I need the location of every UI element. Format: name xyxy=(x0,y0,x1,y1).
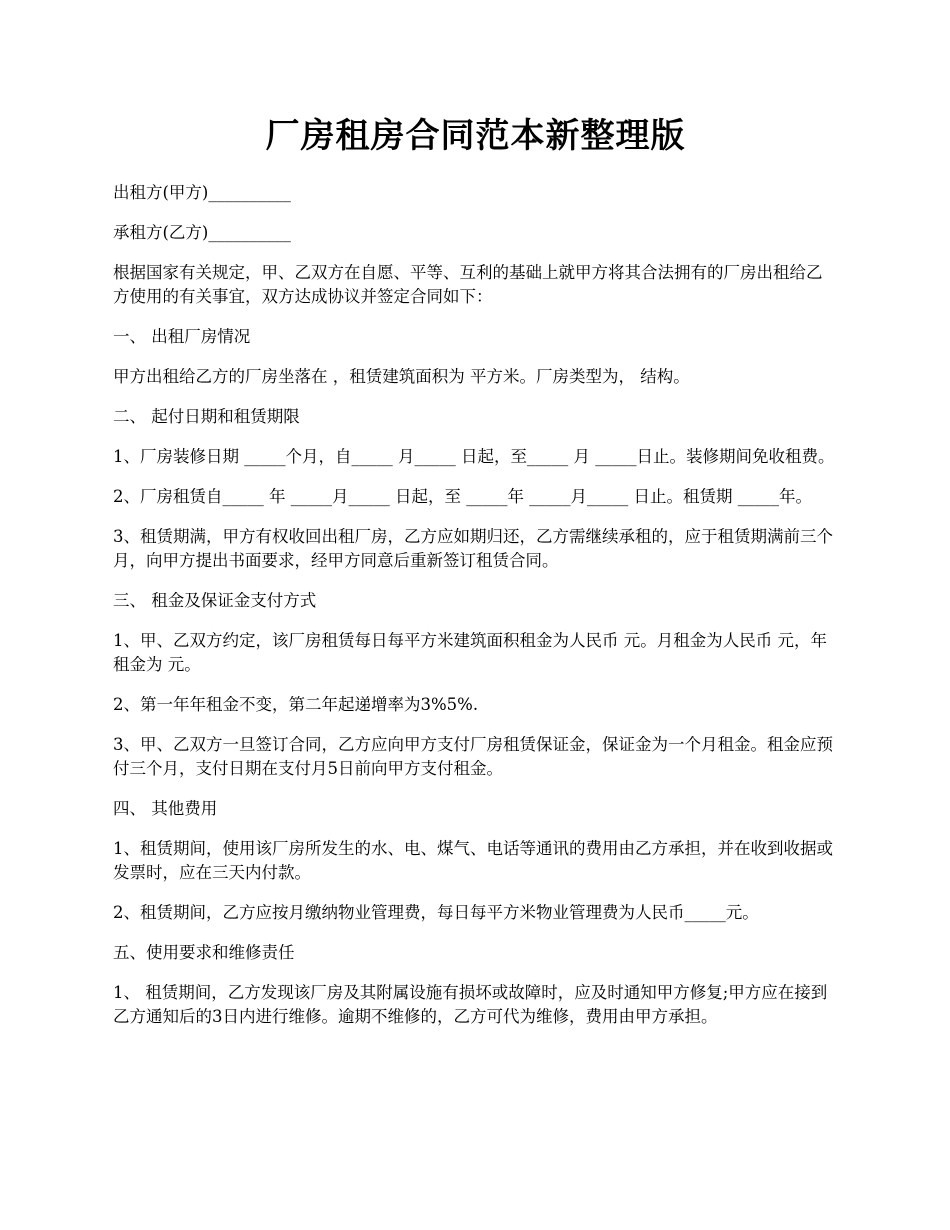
section-3-clause-2: 2、第一年年租金不变，第二年起递增率为3%5%. xyxy=(113,695,479,714)
section-4-clause-1: 1、租赁期间，使用该厂房所发生的水、电、煤气、电话等通讯的费用由乙方承担，并在收到收据或发票时，应在三天内付款。 xyxy=(113,839,833,882)
section-heading-3: 三、 租金及保证金支付方式 xyxy=(113,591,317,610)
section-3-clause-3: 3、甲、乙双方一旦签订合同，乙方应向甲方支付厂房租赁保证金，保证金为一个月租金。租金应预付三个月，支付日期在支付月5日前向甲方支付租金。 xyxy=(113,735,833,778)
section-1-paragraph: 甲方出租给乙方的厂房坐落在 ，租赁建筑面积为 平方米。厂房类型为， 结构。 xyxy=(113,367,690,386)
section-3-clause-1: 1、甲、乙双方约定，该厂房租赁每日每平方米建筑面积租金为人民币 元。月租金为人民币 元，年租金为 元。 xyxy=(113,631,827,674)
section-heading-5: 五、使用要求和维修责任 xyxy=(113,943,295,962)
section-5-clause-1: 1、 租赁期间，乙方发现该厂房及其附属设施有损坏或故障时，应及时通知甲方修复;甲方应在接到乙方通知后的3日内进行维修。逾期不维修的，乙方可代为维修，费用由甲方承担。 xyxy=(113,983,828,1026)
section-4-clause-2: 2、租赁期间，乙方应按月缴纳物业管理费，每日每平方米物业管理费为人民币_____元。 xyxy=(113,903,759,922)
preamble-paragraph: 根据国家有关规定，甲、乙双方在自愿、平等、互利的基础上就甲方将其合法拥有的厂房出租给乙方使用的有关事宜，双方达成协议并签定合同如下： xyxy=(113,263,823,306)
lessee-line: 承租方(乙方)__________ xyxy=(113,223,291,242)
section-2-clause-3: 3、租赁期满，甲方有权收回出租厂房，乙方应如期归还，乙方需继续承租的，应于租赁期满前三个月，向甲方提出书面要求，经甲方同意后重新签订租赁合同。 xyxy=(113,527,833,570)
section-heading-1: 一、 出租厂房情况 xyxy=(113,327,251,346)
document-body xyxy=(113,181,838,1029)
section-heading-2: 二、 起付日期和租赁期限 xyxy=(113,407,300,426)
lessor-line: 出租方(甲方)__________ xyxy=(113,183,291,202)
section-2-clause-2: 2、厂房租赁自_____ 年 _____月_____ 日起，至 _____年 _____月_____ 日止。租赁期 _____年。 xyxy=(113,487,812,506)
section-2-clause-1: 1、厂房装修日期 _____个月，自_____ 月_____ 日起，至_____ 月 _____日止。装修期间免收租费。 xyxy=(113,447,835,466)
document-title: 厂房租房合同范本新整理版 xyxy=(265,116,686,156)
section-heading-4: 四、 其他费用 xyxy=(113,799,218,818)
